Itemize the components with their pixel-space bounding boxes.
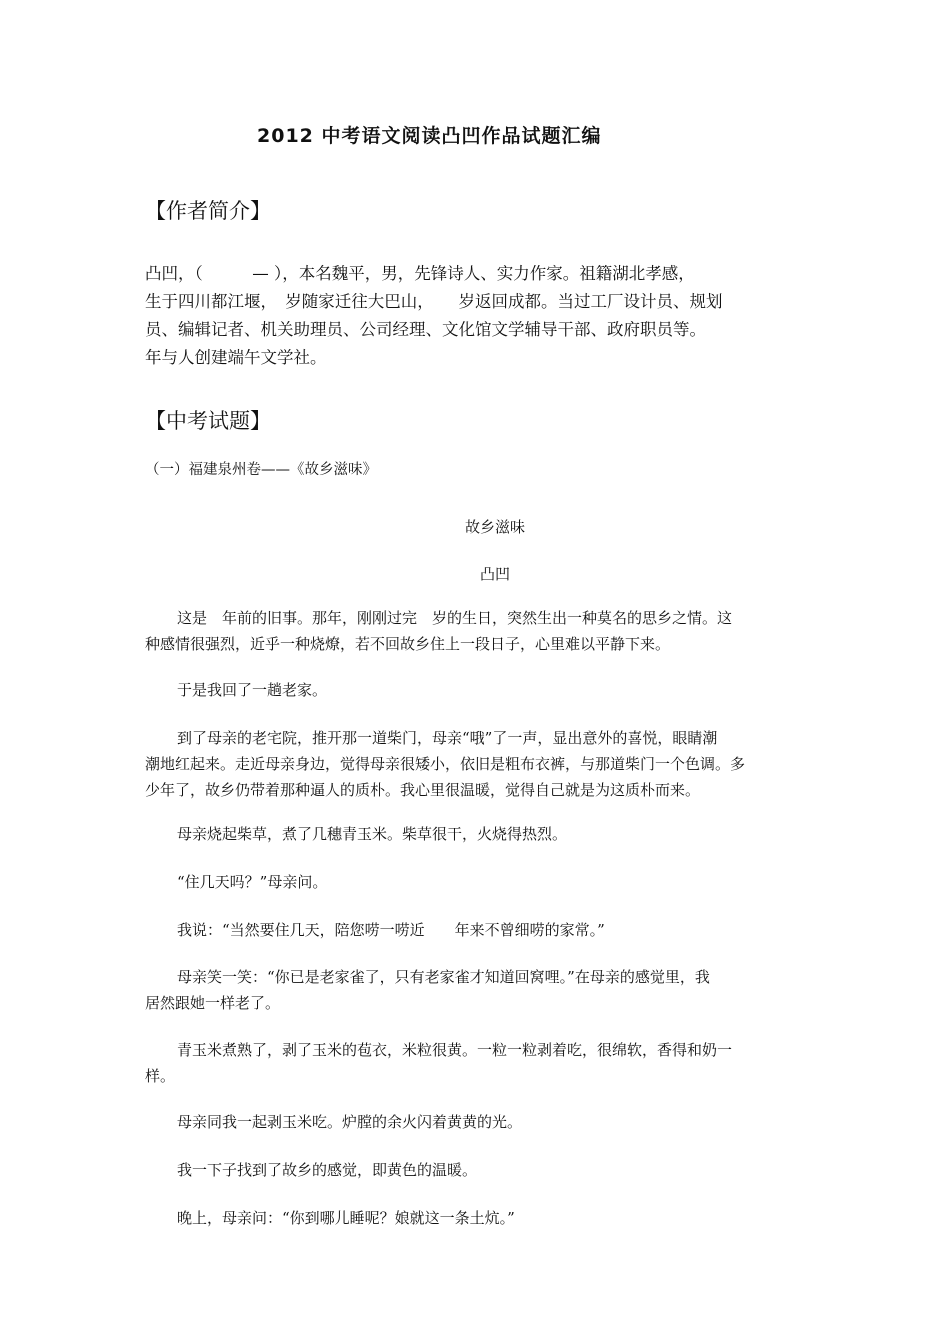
- author-intro-paragraph: [145, 260, 815, 372]
- paragraph-line: 母亲烧起柴草，煮了几穗青玉米。柴草很干，火烧得热烈。: [177, 825, 568, 843]
- paragraph-line: 母亲同我一起剥玉米吃。炉膛的余火闪着黄黄的光。: [177, 1113, 523, 1131]
- paragraph-line: 样。: [145, 1067, 176, 1085]
- paragraph-line: “住几天吗？”母亲问。: [177, 873, 328, 891]
- article-paragraph: [145, 869, 810, 895]
- paragraph-line: 这是 年前的旧事。那年，刚刚过完 岁的生日，突然生出一种莫名的思乡之情。这: [177, 609, 733, 627]
- author-intro-heading: 【作者简介】: [145, 199, 271, 223]
- article-author: 凸凹: [479, 565, 510, 583]
- paragraph-line: 少年了，故乡仍带着那种逼人的质朴。我心里很温暖，觉得自己就是为这质朴而来。: [145, 781, 701, 799]
- exam-questions-heading: 【中考试题】: [145, 409, 271, 433]
- article-paragraph: [145, 821, 810, 847]
- article-paragraph: [145, 1037, 810, 1089]
- paragraph-line: 青玉米煮熟了，剥了玉米的苞衣，米粒很黄。一粒一粒剥着吃，很绵软，香得和奶一: [177, 1041, 733, 1059]
- article-paragraph: [145, 1157, 810, 1183]
- article-paragraph: [145, 725, 810, 803]
- article-paragraph: [145, 605, 810, 657]
- article-paragraph: [145, 1205, 810, 1231]
- article-paragraph: [145, 917, 810, 943]
- paragraph-line: 潮地红起来。走近母亲身边，觉得母亲很矮小，依旧是粗布衣裤，与那道柴门一个色调。多: [145, 755, 746, 773]
- paragraph-line: 晚上，母亲问：“你到哪儿睡呢？娘就这一条土炕。”: [177, 1209, 515, 1227]
- exam-source-subheading: （一）福建泉州卷——《故乡滋味》: [145, 462, 377, 478]
- author-intro-line: 年与人创建端午文学社。: [145, 348, 327, 367]
- paragraph-line: 到了母亲的老宅院，推开那一道柴门，母亲“哦”了一声，显出意外的喜悦，眼睛潮: [177, 729, 718, 747]
- article-title: 故乡滋味: [464, 518, 525, 536]
- author-intro-line: 凸凹，（ — ），本名魏平，男，先锋诗人、实力作家。祖籍湖北孝感，: [145, 264, 695, 283]
- paragraph-line: 于是我回了一趟老家。: [177, 681, 328, 699]
- paragraph-line: 我一下子找到了故乡的感觉，即黄色的温暖。: [177, 1161, 478, 1179]
- author-intro-line: 生于四川都江堰， 岁随家迁往大巴山， 岁返回成都。当过工厂设计员、规划: [145, 292, 723, 311]
- paragraph-line: 母亲笑一笑：“你已是老家雀了，只有老家雀才知道回窝哩。”在母亲的感觉里，我: [177, 968, 710, 986]
- author-intro-line: 员、编辑记者、机关助理员、公司经理、文化馆文学辅导干部、政府职员等。: [145, 320, 706, 339]
- document-title: 2012 中考语文阅读凸凹作品试题汇编: [257, 125, 602, 147]
- paragraph-line: 种感情很强烈，近乎一种烧燎，若不回故乡住上一段日子，心里难以平静下来。: [145, 635, 671, 653]
- paragraph-line: 我说：“当然要住几天，陪您唠一唠近 年来不曾细唠的家常。”: [177, 921, 605, 939]
- article-paragraph: [145, 1109, 810, 1135]
- article-paragraph: [145, 964, 810, 1016]
- article-paragraph: [145, 677, 810, 703]
- paragraph-line: 居然跟她一样老了。: [145, 994, 281, 1012]
